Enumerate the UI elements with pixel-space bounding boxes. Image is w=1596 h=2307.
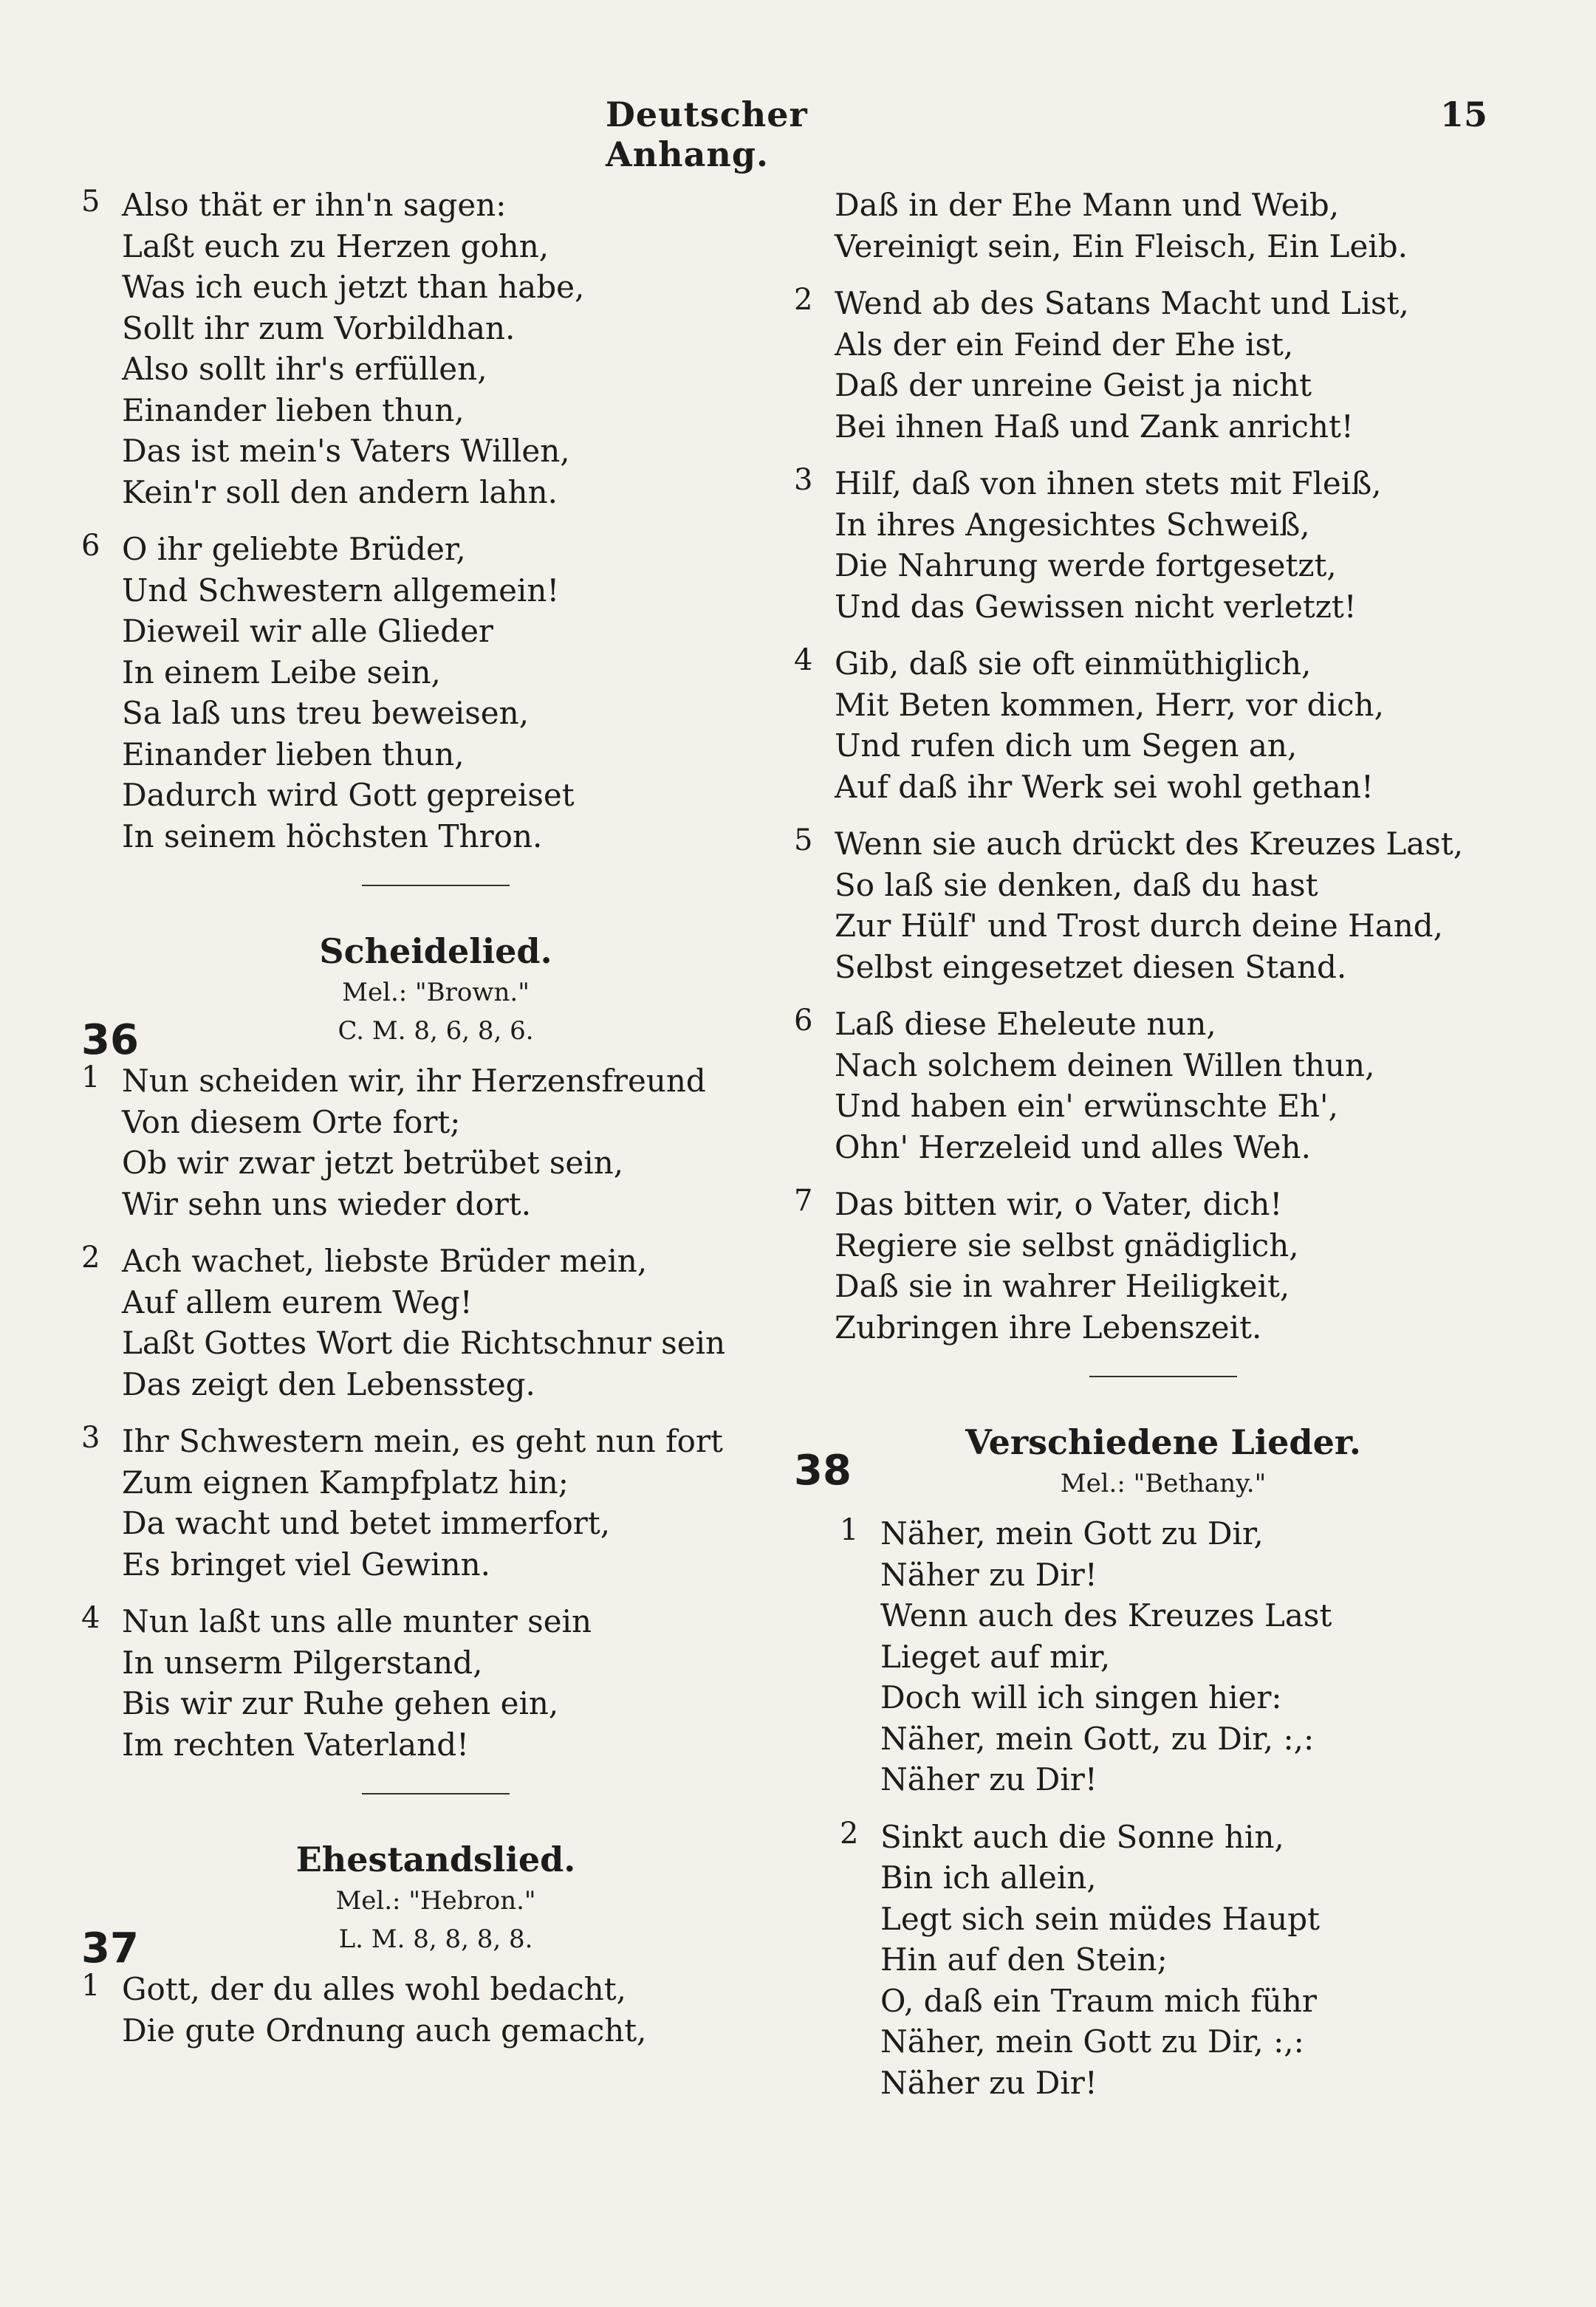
verse-line: Was ich euch jetzt than habe, [122,269,585,305]
verse-line: O ihr geliebte Brüder, [122,531,466,567]
verse-line: Näher zu Dir! [880,1761,1097,1797]
verse-line: Ach wachet, liebste Brüder mein, [122,1243,648,1279]
verse-number: 6 [81,529,100,563]
verse-line: Von diesem Orte fort; [122,1103,461,1140]
verse-line: Nach solchem deinen Willen thun, [835,1046,1375,1083]
hymn-melody: Mel.: "Brown." [342,978,530,1007]
verse-line: Legt sich sein müdes Haupt [880,1900,1321,1937]
verse [81,1969,790,2051]
verse-line: Mit Beten kommen, Herr, vor dich, [835,686,1384,723]
hymn-meter: C. M. 8, 6, 8, 6. [338,1016,534,1046]
hymn-number: 37 [81,1924,139,1972]
verse-number: 1 [840,1513,859,1547]
verse-line: Hilf, daß von ihnen stets mit Fleiß, [835,465,1382,501]
verse-number: 2 [794,283,813,317]
verse-line: Das bitten wir, o Vater, dich! [835,1186,1283,1222]
verse [81,1241,790,1405]
hymn-title: Scheidelied. [319,931,552,971]
verse-line: Daß sie in wahrer Heiligkeit, [835,1268,1290,1304]
verse-number: 2 [840,1816,859,1851]
verse-number: 4 [794,643,813,677]
verse-line: Wenn sie auch drückt des Kreuzes Last, [835,826,1464,862]
verse-line: Die Nahrung werde fortgesetzt, [835,547,1337,583]
verse-line: Und haben ein' erwünschte Eh', [835,1088,1338,1124]
verse [81,529,790,857]
hymn-36-header [81,929,790,1064]
verse-number: 5 [81,185,100,219]
section-divider [362,885,510,886]
verse-line: In ihres Angesichtes Schweiß, [835,506,1310,543]
verse-line: Laßt Gottes Wort die Richtschnur sein [122,1325,726,1361]
verse-number: 2 [81,1241,100,1275]
verse-line: Näher, mein Gott zu Dir, :,: [880,2023,1304,2060]
verse-line: Ohn' Herzeleid und alles Weh. [835,1128,1311,1165]
hymn-37-header [81,1837,790,1972]
section-divider [1089,1376,1237,1377]
verse-line: Doch will ich singen hier: [880,1679,1282,1715]
hymn-melody: Mel.: "Hebron." [335,1886,536,1916]
verse-line: Vereinigt sein, Ein Fleisch, Ein Leib. [835,227,1408,264]
running-header-title: Deutscher Anhang. [606,95,808,174]
verse-line: Das zeigt den Lebenssteg. [122,1365,535,1402]
verse-line: Lieget auf mir, [880,1638,1111,1675]
verse-line: Auf allem eurem Weg! [122,1283,473,1320]
section-divider [362,1793,510,1794]
hymn-38-header [794,1420,1532,1503]
verse-number: 5 [794,823,813,857]
verse-line: Dadurch wird Gott gepreiset [122,777,575,813]
verse-line: Sinkt auch die Sonne hin, [880,1818,1284,1855]
verse [794,283,1532,447]
verse-line: Näher zu Dir! [880,2064,1097,2101]
verse-number: 6 [794,1004,813,1038]
verse-line: Gott, der du alles wohl bedacht, [122,1971,626,2007]
verse-line: Laßt euch zu Herzen gohn, [122,227,549,264]
hymn-meter: L. M. 8, 8, 8, 8. [338,1924,533,1954]
verse-line: Sa laß uns treu beweisen, [122,695,530,731]
verse-line: Das ist mein's Vaters Willen, [122,433,570,469]
verse-number: 3 [81,1421,100,1455]
page-number: 15 [1440,95,1488,134]
verse-line: Näher, mein Gott, zu Dir, :,: [880,1720,1315,1757]
verse-line: Nun laßt uns alle munter sein [122,1603,592,1639]
verse-line: In seinem höchsten Thron. [122,817,543,854]
verse [81,185,790,513]
verse-line: Zur Hülf' und Trost durch deine Hand, [835,908,1444,944]
verse-line: Und rufen dich um Segen an, [835,727,1298,764]
verse-line: Auf daß ihr Werk sei wohl gethan! [835,768,1374,805]
verse-continuation [794,185,1532,267]
hymn-number: 38 [794,1447,852,1495]
verse-line: Gib, daß sie oft einmüthiglich, [835,645,1312,682]
verse-line: Es bringet viel Gewinn. [122,1546,491,1583]
right-column [794,185,1532,2119]
verse-line: Wenn auch des Kreuzes Last [880,1597,1332,1634]
verse-line: Näher zu Dir! [880,1556,1097,1593]
verse-line: Im rechten Vaterland! [122,1726,470,1763]
verse-line: Daß in der Ehe Mann und Weib, [835,187,1340,223]
left-column [81,185,790,2067]
verse-line: Kein'r soll den andern lahn. [122,473,558,510]
verse-line: In einem Leibe sein, [122,654,441,690]
verse-line: Als der ein Feind der Ehe ist, [835,326,1294,363]
verse-line: Zubringen ihre Lebenszeit. [835,1309,1262,1346]
verse [840,1513,1532,1800]
verse-line: Sollt ihr zum Vorbildhan. [122,309,516,346]
verse-line: Nun scheiden wir, ihr Herzensfreund [122,1063,706,1099]
verse [794,463,1532,627]
verse-line: Da wacht und betet immerfort, [122,1505,611,1541]
verse-line: Einander lieben thun, [122,736,465,772]
verse-line: In unserm Pilgerstand, [122,1644,483,1681]
verse-line: Selbst eingesetzet diesen Stand. [835,948,1347,985]
verse-line: Näher, mein Gott zu Dir, [880,1515,1264,1552]
verse-line: O, daß ein Traum mich führ [880,1982,1317,2019]
verse-line: Also thät er ihn'n sagen: [122,187,507,223]
verse-number: 1 [81,1969,100,2003]
verse [794,823,1532,987]
verse-line: Einander lieben thun, [122,391,465,428]
verse-line: Bin ich allein, [880,1859,1097,1896]
verse-line: Ihr Schwestern mein, es geht nun fort [122,1423,723,1459]
verse [794,643,1532,807]
verse [81,1421,790,1585]
verse-line: So laß sie denken, daß du hast [835,866,1318,903]
verse-line: Wir sehn uns wieder dort. [122,1185,532,1222]
hymn-title: Verschiedene Lieder. [965,1422,1361,1462]
verse-line: Wend ab des Satans Macht und List, [835,285,1409,321]
verse-line: Zum eignen Kampfplatz hin; [122,1464,569,1501]
verse-number: 3 [794,463,813,497]
verse [81,1060,790,1224]
verse-line: Hin auf den Stein; [880,1941,1168,1978]
verse-line: Die gute Ordnung auch gemacht, [122,2012,647,2049]
verse-line: Dieweil wir alle Glieder [122,613,493,649]
verse-line: Und Schwestern allgemein! [122,572,560,609]
verse [840,1817,1532,2104]
verse-line: Laß diese Eheleute nun, [835,1006,1216,1042]
verse-line: Also sollt ihr's erfüllen, [122,351,487,387]
verse [81,1601,790,1765]
hymn-melody: Mel.: "Bethany." [1060,1469,1267,1498]
verse-number: 7 [794,1184,813,1218]
verse [794,1184,1532,1348]
verse [794,1004,1532,1168]
verse-line: Und das Gewissen nicht verletzt! [835,588,1357,625]
verse-line: Regiere sie selbst gnädiglich, [835,1227,1299,1264]
verse-line: Bei ihnen Haß und Zank anricht! [835,408,1354,445]
verse-line: Ob wir zwar jetzt betrübet sein, [122,1145,624,1181]
hymn-number: 36 [81,1016,139,1064]
verse-line: Bis wir zur Ruhe gehen ein, [122,1685,559,1721]
verse-number: 4 [81,1601,100,1635]
verse-line: Daß der unreine Geist ja nicht [835,367,1312,403]
verse-number: 1 [81,1060,100,1094]
hymn-title: Ehestandslied. [295,1840,576,1879]
